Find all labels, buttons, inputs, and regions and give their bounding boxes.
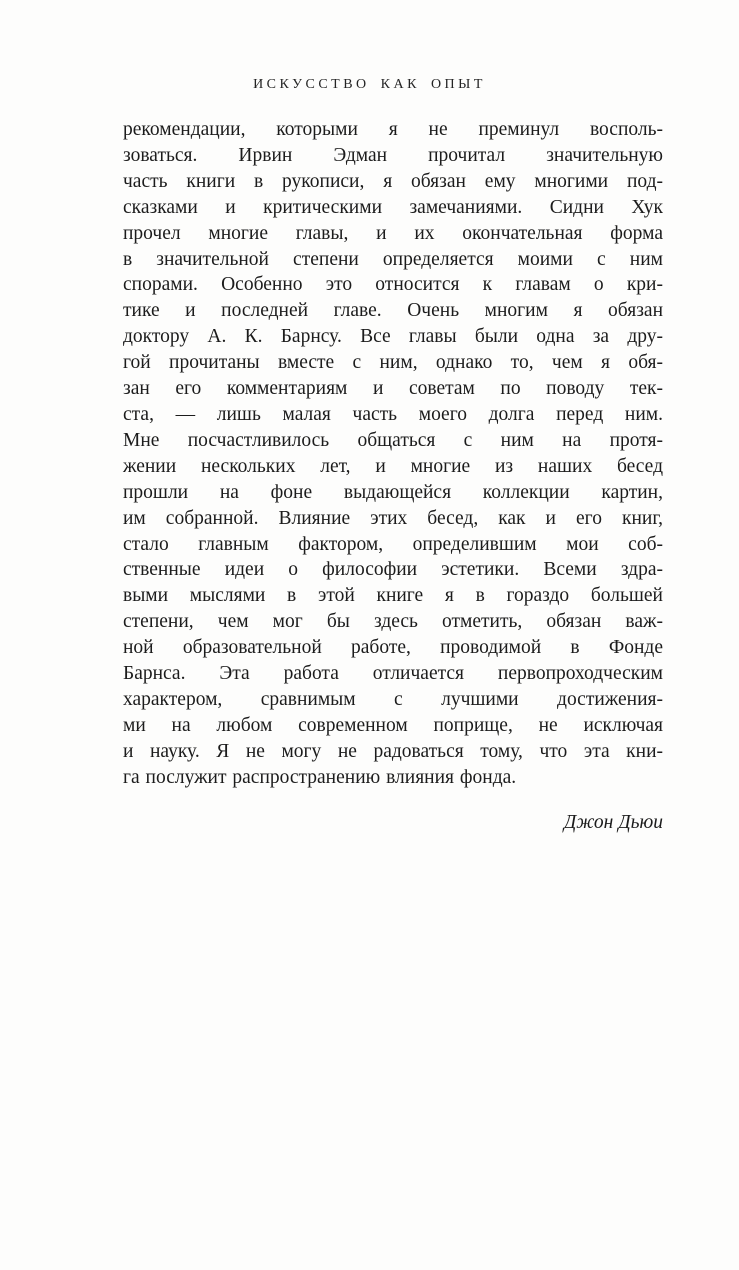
text-line: Барнса. Эта работа отличается первопроходческим: [123, 663, 663, 685]
text-line: зан его комментариям и советам по поводу тек-: [123, 378, 663, 400]
text-line: доктору А. К. Барнсу. Все главы были одна за дру-: [123, 326, 663, 348]
text-line: в значительной степени определяется моими с ним: [123, 248, 663, 270]
running-head: ИСКУССТВО КАК ОПЫТ: [253, 77, 486, 92]
text-line: часть книги в рукописи, я обязан ему многими под-: [123, 170, 663, 192]
text-line: гой прочитаны вместе с ним, однако то, чем я обя-: [123, 352, 663, 374]
text-line: ста, — лишь малая часть моего долга перед ним.: [123, 403, 663, 425]
text-line: характером, сравнимым с лучшими достижения-: [123, 688, 663, 710]
text-line: Мне посчастливилось общаться с ним на протя-: [123, 429, 663, 451]
text-line: и науку. Я не могу не радоваться тому, что эта кни-: [123, 740, 663, 762]
body-text: [123, 117, 663, 791]
text-line: жении нескольких лет, и многие из наших бесед: [123, 455, 663, 477]
text-line: га послужит распространению влияния фонда.: [123, 766, 517, 788]
text-line: зоваться. Ирвин Эдман прочитал значительную: [123, 144, 663, 166]
text-line: спорами. Особенно это относится к главам о кри-: [123, 274, 663, 296]
text-line: ми на любом современном поприще, не исключая: [123, 714, 663, 736]
text-line: выми мыслями в этой книге я в гораздо большей: [123, 585, 663, 607]
text-line: стало главным фактором, определившим мои соб-: [123, 533, 663, 555]
text-line: ственные идеи о философии эстетики. Всеми здра-: [123, 559, 663, 581]
text-line: прошли на фоне выдающейся коллекции картин,: [123, 481, 663, 503]
text-line: рекомендации, которыми я не преминул восполь-: [123, 119, 663, 140]
text-line: прочел многие главы, и их окончательная форма: [123, 222, 663, 244]
text-line: степени, чем мог бы здесь отметить, обязан важ-: [123, 611, 663, 633]
text-line: им собранной. Влияние этих бесед, как и его книг,: [123, 507, 663, 529]
text-line: сказками и критическими замечаниями. Сидни Хук: [123, 196, 663, 218]
text-line: ной образовательной работе, проводимой в Фонде: [123, 637, 663, 659]
text-line: тике и последней главе. Очень многим я обязан: [123, 300, 663, 322]
author-signature: Джон Дьюи: [563, 812, 663, 833]
